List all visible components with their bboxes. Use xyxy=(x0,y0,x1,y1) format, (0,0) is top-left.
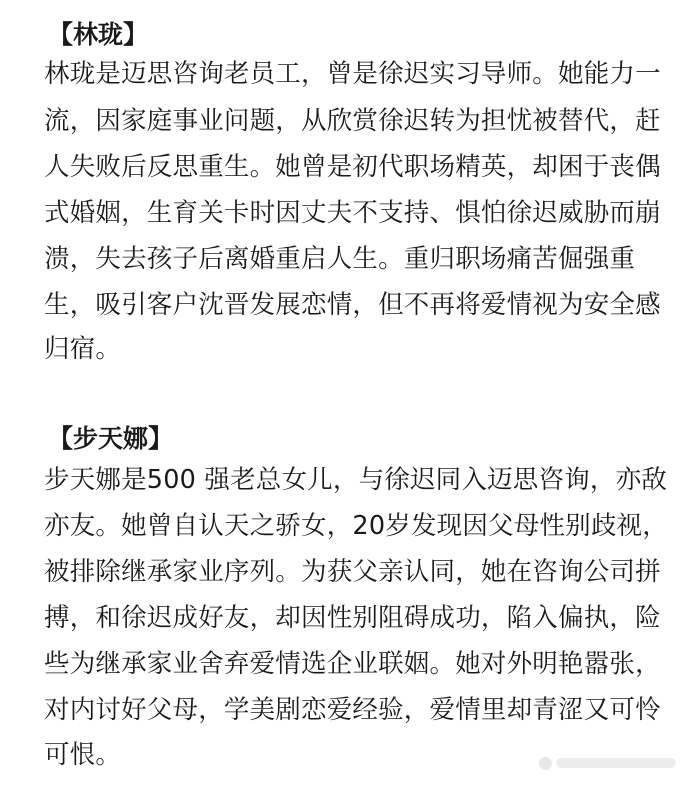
paragraph-line: 溃，失去孩子后离婚重启人生。重归职场痛苦倔强重 xyxy=(44,244,636,274)
paragraph-line: 步天娜是500 强老总女儿，与徐迟同入迈思咨询，亦敌 xyxy=(44,465,667,495)
paragraph-line: 人失败后反思重生。她曾是初代职场精英，却困于丧偶 xyxy=(44,152,661,182)
paragraph-line: 搏，和徐迟成好友，却因性别阻碍成功，陷入偏执，险 xyxy=(44,603,661,633)
paragraph-line: 亦友。她曾自认天之骄女，20岁发现因父母性别歧视， xyxy=(44,511,668,541)
watermark xyxy=(486,750,676,776)
watermark-bar xyxy=(556,758,676,768)
paragraph-line: 些为继承家业舍弃爱情选企业联姻。她对外明艳嚣张， xyxy=(44,649,661,679)
paragraph-line: 林珑是迈思咨询老员工，曾是徐迟实习导师。她能力一 xyxy=(44,59,661,89)
watermark-logo-icon xyxy=(539,757,552,770)
paragraph-line: 归宿。 xyxy=(44,334,122,364)
paragraph-line: 可恨。 xyxy=(44,740,122,770)
paragraph-line: 对内讨好父母，学美剧恋爱经验，爱情里却青涩又可怜 xyxy=(44,695,661,725)
section-title-lin-long: 【林珑】 xyxy=(48,20,149,49)
section-title-bu-tian-na: 【步天娜】 xyxy=(48,424,174,453)
paragraph-line: 流，因家庭事业问题，从欣赏徐迟转为担忧被替代，赶 xyxy=(44,106,661,136)
paragraph-line: 被排除继承家业序列。为获父亲认同，她在咨询公司拼 xyxy=(44,557,661,587)
paragraph-line: 生，吸引客户沈晋发展恋情，但不再将爱情视为安全感 xyxy=(44,290,661,320)
paragraph-line: 式婚姻，生育关卡时因丈夫不支持、惧怕徐迟威胁而崩 xyxy=(44,198,661,228)
